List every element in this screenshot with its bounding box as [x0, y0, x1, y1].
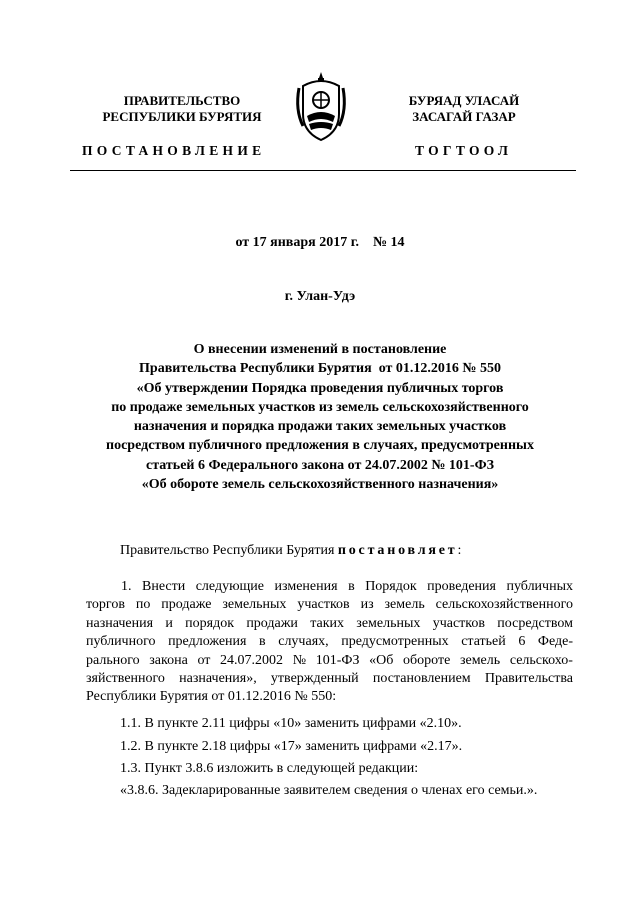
item-1-3: 1.3. Пункт 3.8.6 изложить в следующей редакции:	[120, 761, 419, 776]
title-line: «Об обороте земель сельскохозяйственного назначения»	[141, 477, 499, 493]
item-1-1: 1.1. В пункте 2.11 цифры «10» заменить цифрами «2.10».	[120, 716, 462, 731]
item-quote: «3.8.6. Задекларированные заявителем сведения о членах его семьи.».	[120, 783, 538, 798]
word: 101-ФЗ	[315, 652, 360, 668]
item-1-2: 1.2. В пункте 2.18 цифры «17» заменить цифрами «2.17».	[120, 739, 463, 754]
word: земельных	[222, 597, 287, 613]
word: 1.	[121, 579, 132, 594]
paragraph-line	[86, 596, 573, 614]
word: 24.07.2002	[220, 652, 284, 668]
word: утвержденный	[270, 671, 359, 687]
header-divider	[70, 170, 576, 171]
word: земельных	[356, 615, 421, 631]
paragraph-line	[86, 633, 573, 651]
header-right-line2: ЗАСАГАЙ ГАЗАР	[412, 109, 516, 124]
title-line: «Об утверждении Порядка проведения публичных торгов	[136, 380, 504, 396]
word: публичных	[506, 579, 573, 594]
word: земель	[384, 597, 425, 613]
word: назначения»,	[179, 671, 257, 687]
word: закона	[149, 652, 188, 668]
word: Внести	[142, 579, 186, 594]
word: земель	[459, 652, 501, 668]
word: участков	[432, 615, 485, 631]
word: порядок	[185, 615, 235, 631]
word: постановлением	[372, 671, 471, 687]
date-line: от 17 января 2017 г. № 14	[235, 235, 405, 250]
paragraph-line	[86, 670, 573, 688]
word: обороте	[403, 652, 451, 668]
word: случаях,	[278, 634, 329, 650]
word: сельскохо-	[509, 652, 573, 668]
word: Правительства	[484, 671, 573, 687]
coat-of-arms-icon	[293, 70, 349, 142]
word: публичного	[86, 634, 156, 650]
header-left	[82, 93, 282, 125]
word: от	[197, 652, 211, 668]
word: в	[259, 634, 266, 650]
word: предложения	[168, 634, 247, 650]
title-line: О внесении изменений в постановление	[193, 342, 447, 357]
word: и	[165, 615, 173, 631]
word: Феде-	[537, 634, 573, 650]
word: 6	[518, 634, 526, 650]
word: продаже	[161, 597, 212, 613]
header-left-line1: ПРАВИТЕЛЬСТВО	[123, 93, 241, 108]
document-title	[80, 340, 560, 494]
word: №	[292, 652, 307, 668]
word: из	[360, 597, 374, 613]
word: таких	[310, 615, 344, 631]
paragraph-line	[86, 615, 573, 633]
word: проведения	[427, 579, 496, 594]
title-line: статьей 6 Федерального закона от 24.07.2002 № 101-ФЗ	[146, 457, 494, 473]
doc-type-left: ПОСТАНОВЛЕНИЕ	[82, 143, 266, 158]
word: назначения	[86, 615, 154, 631]
title-line: назначения и порядка продажи таких земельных участков	[133, 419, 507, 435]
word: «Об	[369, 652, 394, 668]
header-right-line1: БУРЯАД УЛАСАЙ	[408, 93, 520, 108]
word: рального	[86, 652, 140, 668]
word: в	[348, 579, 355, 594]
word: зяйственного	[86, 671, 165, 687]
word: торгов	[86, 597, 125, 613]
word: Порядок	[365, 579, 417, 594]
city: г. Улан-Удэ	[284, 289, 356, 304]
word: посредством	[497, 615, 573, 631]
preamble	[120, 543, 461, 559]
word: изменения	[274, 579, 338, 594]
header-left-line2: РЕСПУБЛИКИ БУРЯТИЯ	[102, 109, 262, 124]
word: сельскохозяйственного	[435, 597, 573, 613]
paragraph-last-line: Республики Бурятия от 01.12.2016 № 550:	[86, 689, 337, 705]
word: статьей	[461, 634, 506, 650]
title-line: посредством публичного предложения в случаях, предусмотренных	[106, 438, 534, 454]
header-right	[364, 93, 564, 125]
title-line: по продаже земельных участков из земель сельскохозяйственного	[111, 399, 529, 415]
paragraph-line	[86, 578, 573, 596]
word: участков	[297, 597, 350, 613]
preamble-emphasis: постановляет	[337, 543, 458, 558]
paragraph-1	[86, 578, 573, 707]
paragraph-line	[86, 652, 573, 670]
preamble-tail: :	[457, 543, 462, 558]
word: по	[135, 597, 151, 613]
title-line: Правительства Республики Бурятия от 01.12.2016 № 550	[139, 361, 501, 377]
word: следующие	[195, 579, 265, 594]
word: продажи	[246, 615, 298, 631]
doc-type-right: ТОГТООЛ	[415, 143, 513, 158]
preamble-text: Правительство Республики Бурятия	[120, 543, 338, 558]
word: предусмотренных	[341, 634, 449, 650]
